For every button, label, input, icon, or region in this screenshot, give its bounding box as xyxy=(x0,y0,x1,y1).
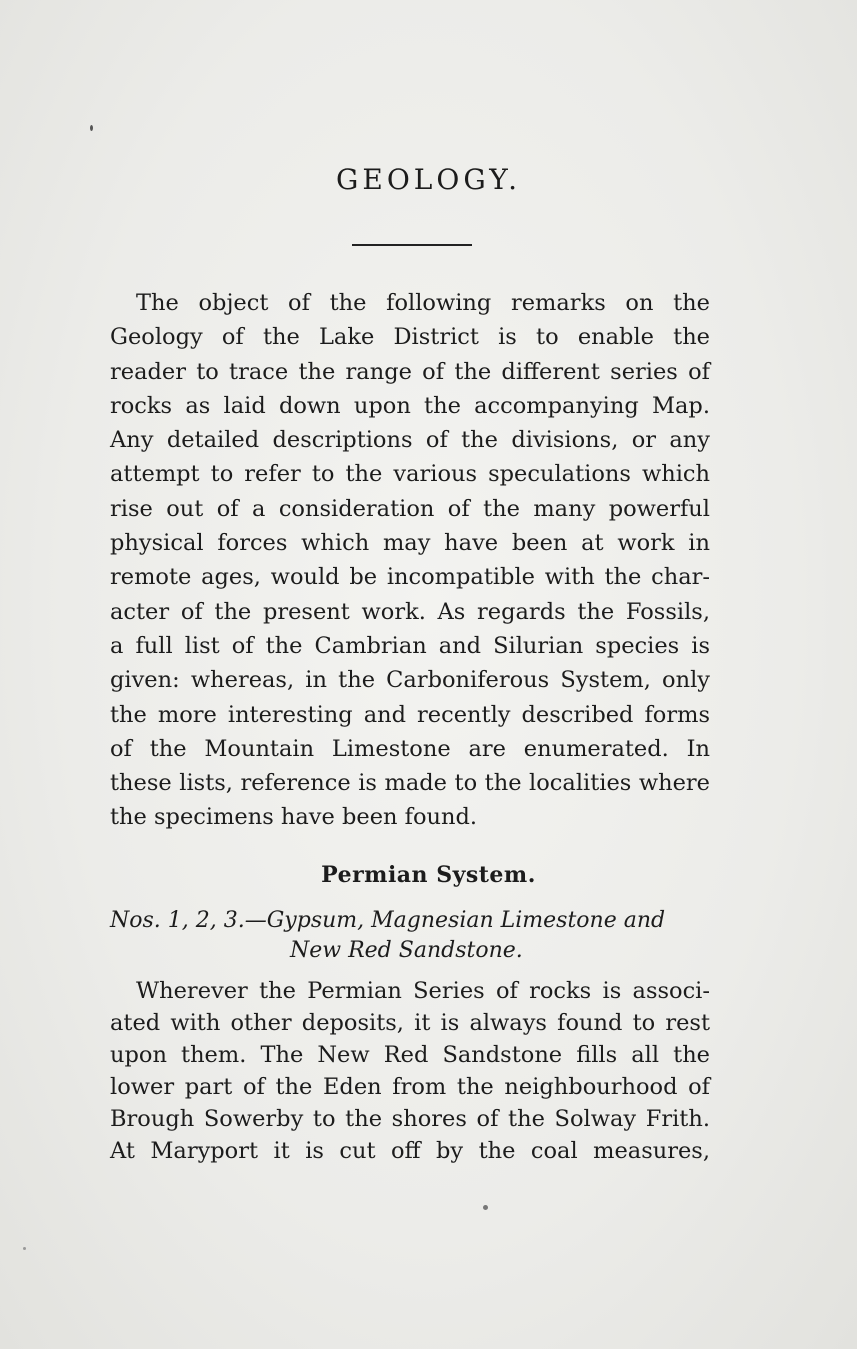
text-line: given: whereas, in the Carboniferous System, only xyxy=(110,667,710,694)
text-line: reader to trace the range of the different series of xyxy=(110,358,710,385)
text-line: lower part of the Eden from the neighbourhood of xyxy=(110,1074,710,1100)
text-line: upon them. The New Red Sandstone fills all the xyxy=(110,1042,710,1068)
subheading-line: Nos. 1, 2, 3.—Gypsum, Magnesian Limestone and xyxy=(110,908,666,933)
subsection-heading xyxy=(110,906,710,966)
text-line: rise out of a consideration of the many powerful xyxy=(110,495,710,522)
subheading-line: New Red Sandstone. xyxy=(290,938,523,963)
text-line: Geology of the Lake District is to enable the xyxy=(110,324,710,351)
text-line: ated with other deposits, it is always found to rest xyxy=(110,1010,710,1036)
paper-speck xyxy=(90,125,93,131)
paper-speck xyxy=(483,1205,488,1210)
text-line: Brough Sowerby to the shores of the Solway Frith. xyxy=(110,1106,710,1132)
text-line: the more interesting and recently described forms xyxy=(110,701,710,728)
text-line: a full list of the Cambrian and Silurian species is xyxy=(110,632,710,659)
paper-speck xyxy=(23,1247,26,1250)
page-title: GEOLOGY. xyxy=(336,163,521,196)
text-line: Any detailed descriptions of the divisions, or any xyxy=(110,427,710,454)
text-line: attempt to refer to the various speculations which xyxy=(110,461,710,488)
permian-paragraph xyxy=(110,975,710,1167)
text-line: The object of the following remarks on the xyxy=(136,290,710,316)
text-line: acter of the present work. As regards the Fossils, xyxy=(110,598,710,625)
text-line: these lists, reference is made to the localities where xyxy=(110,770,710,797)
intro-paragraph xyxy=(110,286,710,835)
text-line: At Maryport it is cut off by the coal measures, xyxy=(110,1138,710,1164)
text-line: remote ages, would be incompatible with the char- xyxy=(110,564,710,591)
text-line: rocks as laid down upon the accompanying Map. xyxy=(110,392,710,419)
section-heading: Permian System. xyxy=(321,862,536,888)
text-line: of the Mountain Limestone are enumerated. In xyxy=(110,735,710,762)
title-divider xyxy=(352,244,472,246)
text-line: the specimens have been found. xyxy=(110,804,478,831)
text-line: Wherever the Permian Series of rocks is associ- xyxy=(136,978,710,1004)
text-line: physical forces which may have been at work in xyxy=(110,530,710,557)
